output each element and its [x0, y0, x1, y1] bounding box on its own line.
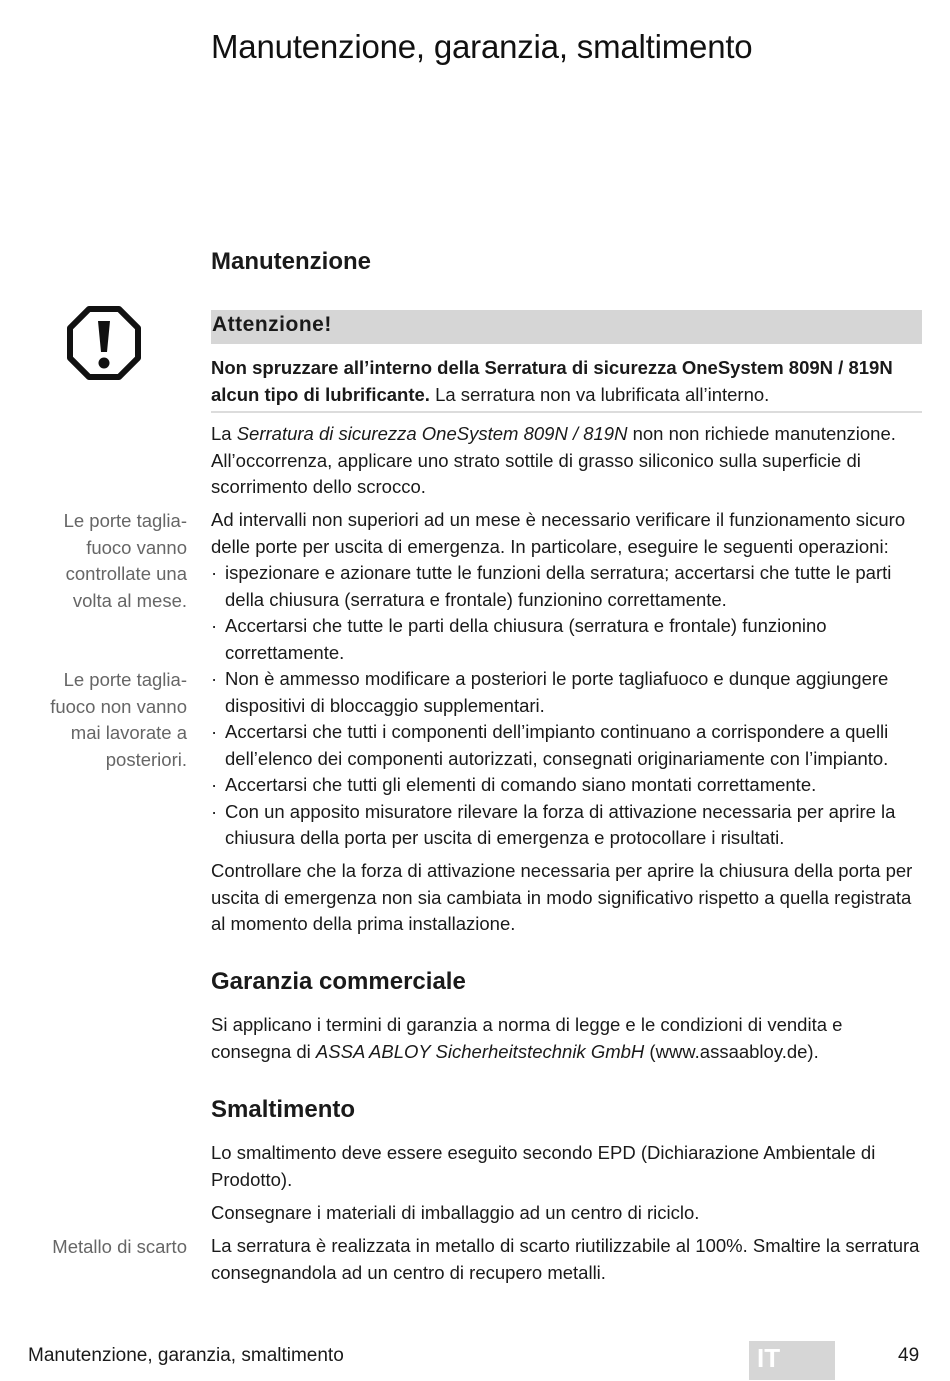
disposal-para-2: Consegnare i materiali di imballaggio ad un centro di riciclo.	[211, 1202, 700, 1223]
footer-title: Manutenzione, garanzia, smaltimento	[28, 1345, 344, 1366]
list-item: · Accertarsi che tutti gli elementi di comando siano montati correttamente.	[211, 772, 923, 799]
margin-note-monthly: Le porte tagliafuoco vanno controllate una volta al mese.	[63, 510, 187, 611]
margin-note-scrap-metal: Metallo di scarto	[52, 1236, 187, 1257]
list-item: · Non è ammesso modificare a posteriori le porte tagliafuoco e dunque aggiungere dispositivi di bloccaggio supplementari.	[211, 666, 923, 719]
disposal-heading: Smaltimento	[211, 1096, 356, 1123]
warranty-text	[211, 1012, 923, 1065]
page-number: 49	[898, 1345, 920, 1366]
margin-note-no-modifications: Le porte tagliafuoco non vanno mai lavorate a posteriori.	[50, 669, 187, 770]
warranty-heading: Garanzia commerciale	[211, 968, 466, 995]
list-item: · ispezionare e azionare tutte le funzioni della serratura; accertarsi che tutte le parti della chiusura (serratura e frontale) funzionino correttamente.	[211, 560, 923, 613]
para1-pre: La	[211, 423, 237, 444]
page-title: Manutenzione, garanzia, smaltimento	[211, 28, 753, 65]
warning-octagon-icon	[66, 305, 142, 381]
list-item: · Accertarsi che tutte le parti della chiusura (serratura e frontale) funzionino correttamente.	[211, 613, 923, 666]
disposal-para-1: Lo smaltimento deve essere eseguito secondo EPD (Dichiarazione Ambientale di Prodotto).	[211, 1142, 876, 1190]
maintenance-para-1	[211, 421, 923, 501]
warning-bold-text: Non spruzzare all’interno della Serratura di sicurezza OneSystem 809N / 819N alcun tipo di lubrificante.	[211, 357, 893, 405]
warranty-post: (www.assaabloy.de).	[644, 1040, 819, 1062]
language-label: IT	[757, 1343, 781, 1373]
warranty-pre: Si applicano i termini di garanzia a norma di legge e le condizioni di vendita e consegna di	[211, 1014, 843, 1062]
warning-text	[211, 355, 923, 408]
maintenance-heading: Manutenzione	[211, 248, 371, 275]
maintenance-para-3: Controllare che la forza di attivazione necessaria per aprire la chiusura della porta per uscita di emergenza non sia cambiata in modo significativo rispetto a quella registrata al momento della prima installazione.	[211, 860, 913, 934]
company-name: ASSA ABLOY Sicherheitstechnik GmbH	[315, 1040, 645, 1062]
list-item: · Con un apposito misuratore rilevare la forza di attivazione necessaria per aprire la chiusura della porta per uscita di emergenza e protocollare i risultati.	[211, 799, 923, 852]
warning-plain-text: La serratura non va lubrificata all’interno.	[429, 383, 770, 405]
product-name: Serratura di sicurezza OneSystem 809N / 819N	[236, 423, 628, 444]
divider	[211, 411, 922, 413]
warning-label: Attenzione!	[212, 313, 332, 336]
para1-post: non non richiede manutenzione. All’occorrenza, applicare uno strato sottile di grasso siliconico sulla superficie di scorrimento dello scrocco.	[211, 423, 896, 497]
maintenance-para-2: Ad intervalli non superiori ad un mese è necessario verificare il funzionamento sicuro delle porte per uscita di emergenza. In particolare, eseguire le seguenti operazioni:	[211, 509, 906, 557]
checklist	[211, 560, 923, 852]
disposal-para-3: La serratura è realizzata in metallo di scarto riutilizzabile al 100%. Smaltire la serratura consegnandola ad un centro di recupero metalli.	[211, 1235, 920, 1283]
list-item: · Accertarsi che tutti i componenti dell’impianto continuano a corrispondere a quelli dell’elenco dei componenti autorizzati, consegnati originariamente con l’impianto.	[211, 719, 923, 772]
